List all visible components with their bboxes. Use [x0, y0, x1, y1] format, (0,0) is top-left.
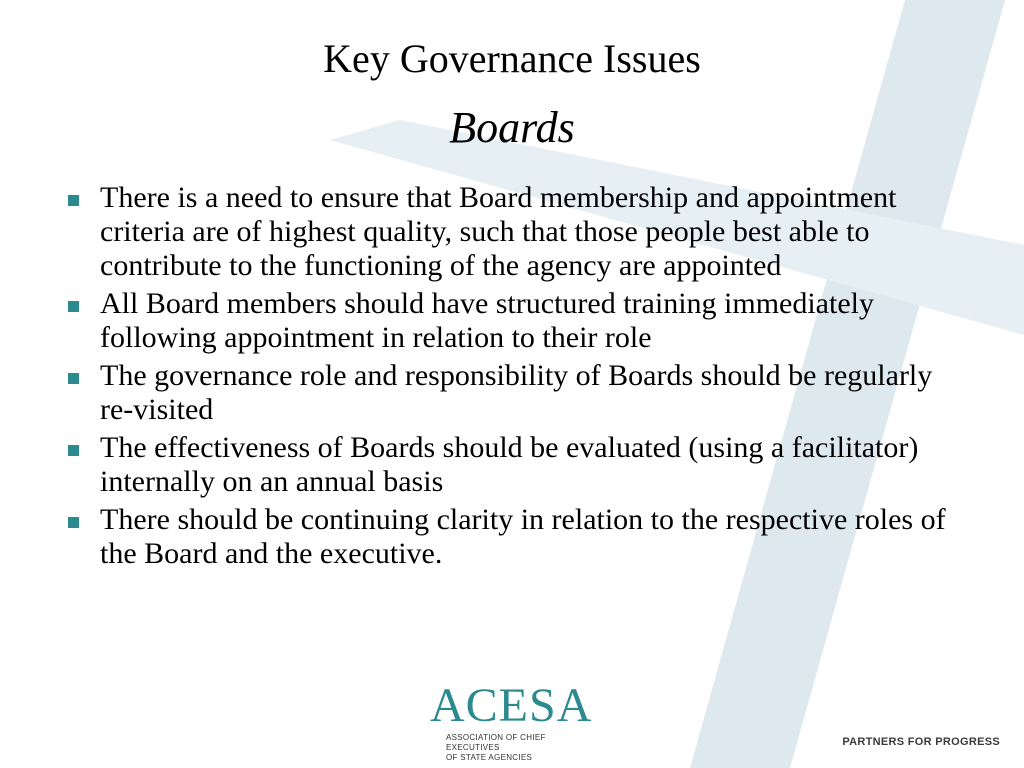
bullet-list: [66, 181, 966, 575]
square-bullet-icon: [68, 445, 79, 456]
acesa-logo: [430, 679, 600, 763]
square-bullet-icon: [68, 517, 79, 528]
bullet-text: The governance role and responsibility of Boards should be regularly re-visited: [100, 359, 933, 426]
bullet-item: [66, 359, 966, 427]
bullet-text: The effectiveness of Boards should be evaluated (using a facilitator) internally on an annual basis: [100, 431, 919, 498]
logo-subtitle-line-1: ASSOCIATION OF CHIEF EXECUTIVES: [446, 733, 546, 752]
square-bullet-icon: [68, 301, 79, 312]
bullet-item: [66, 287, 966, 355]
square-bullet-icon: [68, 195, 79, 206]
bullet-item: [66, 431, 966, 499]
bullet-item: [66, 181, 966, 283]
bullet-text: There is a need to ensure that Board membership and appointment criteria are of highest quality, such that those people best able to contribute to the functioning of the agency are appointed: [100, 181, 897, 282]
square-bullet-icon: [68, 373, 79, 384]
bullet-text: There should be continuing clarity in relation to the respective roles of the Board and the executive.: [100, 503, 946, 570]
footer-tagline: PARTNERS FOR PROGRESS: [842, 736, 1000, 748]
bullet-text: All Board members should have structured training immediately following appointment in relation to their role: [100, 287, 874, 354]
bullet-item: [66, 503, 966, 571]
logo-subtitle-line-2: OF STATE AGENCIES: [446, 753, 533, 762]
slide-title: Key Governance Issues: [323, 36, 701, 81]
slide-subtitle: Boards: [449, 103, 575, 152]
logo-wordmark: ACESA: [430, 679, 593, 732]
